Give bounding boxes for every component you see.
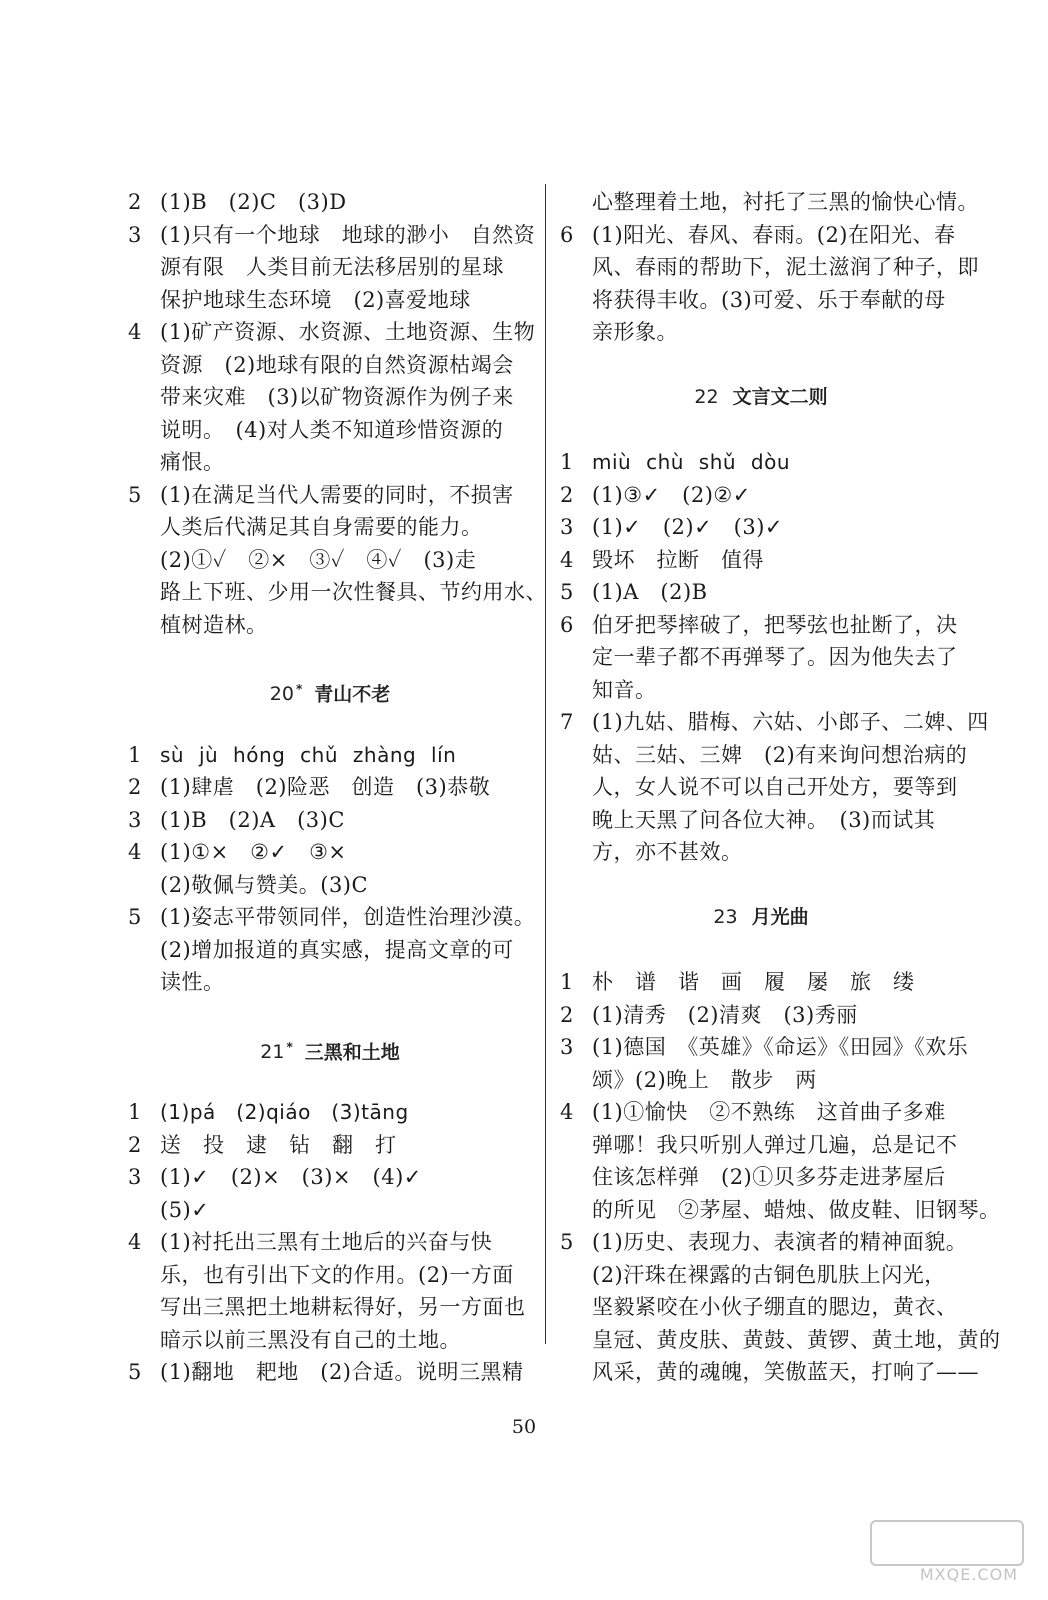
answer-text: (1)B (2)C (3)D	[160, 190, 347, 214]
answer-line	[128, 511, 532, 544]
answer-line	[128, 934, 532, 967]
answer-line	[128, 479, 532, 512]
answer-text: 伯牙把琴摔破了，把琴弦也扯断了，决	[592, 612, 958, 637]
answer-text: 晚上天黑了问各位大神。 (3)而试其	[592, 807, 936, 832]
answer-line	[560, 446, 962, 479]
answer-line	[560, 1064, 962, 1097]
answer-line	[560, 771, 962, 804]
answer-line	[128, 284, 532, 317]
answer-text: 说明。 (4)对人类不知道珍惜资源的	[160, 417, 504, 442]
answer-text: 弹哪！我只听别人弹过几遍，总是记不	[592, 1132, 958, 1157]
answer-text: 带来灾难 (3)以矿物资源作为例子来	[160, 385, 514, 409]
watermark-frame	[870, 1520, 1024, 1566]
answer-line	[560, 1096, 962, 1129]
question-number: 3	[560, 1035, 574, 1059]
answer-text: 坚毅紧咬在小伙子绷直的腮边，黄衣、	[592, 1295, 958, 1319]
answer-text: 住该怎样弹 (2)①贝多芬走进茅屋后	[592, 1165, 946, 1189]
answer-line	[560, 1356, 979, 1389]
question-number: 2	[560, 482, 574, 507]
answer-text: 颂》(2)晚上 散步 两	[592, 1067, 817, 1092]
answer-line	[560, 836, 962, 869]
watermark-text: MXQE.COM	[919, 1565, 1018, 1584]
answer-text: (1)历史、表现力、表演者的精神面貌。	[592, 1230, 968, 1254]
answer-text: 路上下班、少用一次性餐具、节约用水、	[160, 580, 547, 604]
answer-text: 毁坏 拉断 值得	[592, 547, 764, 572]
answer-text: (2)敬佩与赞美。(3)C	[160, 872, 369, 897]
answer-line	[128, 739, 532, 772]
answer-text: 写出三黑把土地耕耘得好，另一方面也	[160, 1295, 526, 1319]
answer-text: 的所见 ②茅屋、蜡烛、做皮鞋、旧钢琴。	[592, 1197, 1001, 1222]
answer-text: (1)德国 《英雄》《命运》《田园》《欢乐	[592, 1035, 969, 1059]
answer-line	[560, 1129, 962, 1162]
answer-line	[560, 804, 962, 837]
watermark-logo	[874, 1520, 1024, 1584]
answer-text: 暗示以前三黑没有自己的土地。	[160, 1327, 461, 1352]
answer-text: 风采，黄的魂魄，笑傲蓝天，打响了——	[592, 1360, 979, 1384]
answer-line	[560, 251, 979, 284]
answer-line	[128, 251, 532, 284]
answer-line	[128, 414, 532, 447]
question-number: 3	[128, 222, 142, 247]
section-number: 21	[260, 1040, 285, 1063]
answer-text: (1)pá (2)qiáo (3)tāng	[160, 1100, 409, 1124]
answer-line	[560, 219, 962, 252]
section-number: 20	[269, 683, 294, 706]
answer-text: (1)①× ②✓ ③×	[160, 840, 347, 864]
section-title: 三黑和土地	[304, 1040, 400, 1063]
question-number: 6	[560, 222, 574, 247]
answer-line	[560, 674, 962, 707]
answer-text: (1)A (2)B	[592, 580, 708, 604]
answer-line	[560, 1031, 969, 1064]
answer-text: (1)矿产资源、水资源、土地资源、生物	[160, 320, 536, 344]
section-number: 23	[713, 905, 738, 928]
question-number: 3	[128, 807, 142, 832]
answer-line	[128, 901, 536, 934]
answer-line	[560, 706, 989, 739]
question-number: 1	[128, 1100, 142, 1124]
answer-text: 知音。	[592, 677, 657, 702]
answer-text: 方，亦不甚效。	[592, 840, 743, 864]
question-number: 5	[128, 905, 142, 929]
answer-line	[560, 1161, 962, 1194]
answer-line	[560, 1194, 1001, 1227]
answer-line	[560, 186, 979, 219]
question-number: 1	[560, 450, 574, 474]
question-number: 4	[128, 320, 142, 344]
answer-line	[560, 1259, 962, 1292]
answer-text: 人类后代满足其自身需要的能力。	[160, 515, 483, 539]
answer-text: 心整理着土地，衬托了三黑的愉快心情。	[592, 190, 979, 214]
answer-text: 读性。	[160, 970, 225, 994]
answer-text: 送 投 逮 钻 翻 打	[160, 1132, 397, 1157]
answer-text: (1)阳光、春风、春雨。(2)在阳光、春	[592, 222, 956, 247]
question-number: 4	[128, 840, 142, 864]
answer-text: (2)增加报道的真实感，提高文章的可	[160, 937, 514, 962]
answer-line	[128, 1096, 532, 1129]
answer-line	[128, 609, 532, 642]
question-number: 3	[560, 515, 574, 539]
answer-line	[128, 771, 532, 804]
answer-text: (1)只有一个地球 地球的渺小 自然资	[160, 222, 536, 247]
question-number: 2	[128, 1132, 142, 1157]
question-number: 2	[560, 1002, 574, 1027]
question-number: 2	[128, 190, 142, 214]
answer-line	[128, 1259, 532, 1292]
answer-text: sù jù hóng chǔ zhàng lín	[160, 742, 457, 767]
section-heading	[560, 901, 962, 934]
answer-text: 痛恨。	[160, 450, 225, 474]
section-title: 青山不老	[314, 683, 391, 706]
answer-text: 皇冠、黄皮肤、黄鼓、黄锣、黄土地，黄的	[592, 1327, 1001, 1352]
question-number: 5	[128, 482, 142, 507]
answer-line	[560, 511, 962, 544]
column-divider	[545, 184, 546, 1344]
answer-text: (1)✓ (2)× (3)× (4)✓	[160, 1165, 422, 1189]
answer-text: (1)①愉快 ②不熟练 这首曲子多难	[592, 1100, 946, 1124]
answer-text: 亲形象。	[592, 320, 678, 344]
question-number: 4	[560, 547, 574, 572]
answer-text: 植树造林。	[160, 612, 268, 637]
answer-text: 保护地球生态环境 (2)喜爱地球	[160, 287, 471, 312]
answer-line	[560, 966, 962, 999]
answer-line	[560, 1324, 1001, 1357]
answer-text: 朴 谱 谐 画 履 屡 旅 缕	[592, 970, 915, 994]
answer-text: miù chù shǔ dòu	[592, 450, 791, 474]
answer-line	[560, 609, 962, 642]
answer-text: 将获得丰收。(3)可爱、乐于奉献的母	[592, 287, 946, 312]
answer-line	[128, 1324, 532, 1357]
answer-text: (2)汗珠在裸露的古铜色肌肤上闪光，	[592, 1262, 946, 1287]
answer-line	[128, 804, 532, 837]
answer-text: (2)①✓ ②× ③✓ ④✓ (3)走	[160, 547, 477, 572]
answer-line	[560, 1226, 968, 1259]
question-number: 7	[560, 710, 574, 734]
answer-line	[560, 739, 968, 772]
answer-line	[128, 349, 532, 382]
left-column	[128, 186, 547, 1389]
answer-line	[128, 1226, 532, 1259]
answer-line	[128, 544, 532, 577]
answer-text: (1)清秀 (2)清爽 (3)秀丽	[592, 1002, 858, 1027]
answer-text: (1)九姑、腊梅、六姑、小郎子、二婢、四	[592, 710, 989, 734]
answer-line	[128, 1291, 532, 1324]
question-number: 3	[128, 1165, 142, 1189]
question-number: 6	[560, 612, 574, 637]
answer-line	[128, 186, 532, 219]
question-number: 4	[128, 1230, 142, 1254]
answer-line	[128, 316, 536, 349]
answer-text: 定一辈子都不再弹琴了。因为他失去了	[592, 645, 958, 669]
answer-text: (1)翻地 耙地 (2)合适。说明三黑精	[160, 1360, 524, 1384]
answer-line	[128, 446, 532, 479]
section-title: 文言文二则	[732, 385, 828, 408]
answer-text: 源有限 人类目前无法移居别的星球	[160, 255, 504, 279]
answer-text: 乐，也有引出下文的作用。(2)一方面	[160, 1262, 514, 1287]
question-number: 5	[560, 580, 574, 604]
answer-line	[128, 576, 547, 609]
answer-text: 风、春雨的帮助下，泥土滋润了种子，即	[592, 255, 979, 279]
section-heading	[128, 1031, 532, 1064]
answer-line	[560, 641, 962, 674]
answer-text: 姑、三姑、三婢 (2)有来询问想治病的	[592, 742, 968, 767]
section-title: 月光曲	[751, 905, 809, 928]
answer-text: (1)在满足当代人需要的同时，不损害	[160, 482, 514, 507]
answer-line	[128, 219, 536, 252]
answer-line	[128, 381, 532, 414]
answer-line	[128, 836, 532, 869]
answer-text: 资源 (2)地球有限的自然资源枯竭会	[160, 352, 514, 377]
section-number: 22	[694, 385, 719, 408]
question-number: 5	[560, 1230, 574, 1254]
answer-line	[128, 869, 532, 902]
answer-line	[560, 999, 962, 1032]
section-heading	[560, 381, 962, 414]
page-number: 50	[511, 1416, 537, 1438]
answer-text: 人，女人说不可以自己开处方，要等到	[592, 775, 958, 799]
answer-line	[560, 479, 962, 512]
answer-line	[128, 1161, 532, 1194]
answer-text: (5)✓	[160, 1197, 210, 1222]
answer-line	[128, 1356, 532, 1389]
question-number: 1	[128, 742, 142, 767]
answer-line	[128, 1194, 532, 1227]
optional-lesson-star: *	[295, 682, 303, 696]
question-number: 2	[128, 775, 142, 799]
right-column	[560, 186, 1001, 1389]
answer-line	[560, 284, 962, 317]
answer-text: (1)肆虐 (2)险恶 创造 (3)恭敬	[160, 775, 491, 799]
answer-line	[560, 544, 962, 577]
question-number: 5	[128, 1360, 142, 1384]
question-number: 4	[560, 1100, 574, 1124]
answer-text: (1)B (2)A (3)C	[160, 807, 345, 832]
question-number: 1	[560, 970, 574, 994]
answer-text: (1)③✓ (2)②✓	[592, 482, 751, 507]
answer-text: (1)衬托出三黑有土地后的兴奋与快	[160, 1230, 493, 1254]
answer-line	[560, 1291, 962, 1324]
answer-line	[560, 316, 962, 349]
optional-lesson-star: *	[286, 1039, 293, 1054]
answer-text: (1)姿志平带领同伴，创造性治理沙漠。	[160, 905, 536, 929]
answer-line	[560, 576, 962, 609]
section-heading	[128, 673, 532, 706]
answer-text: (1)✓ (2)✓ (3)✓	[592, 515, 784, 539]
answer-line	[128, 1129, 532, 1162]
answer-line	[128, 966, 532, 999]
